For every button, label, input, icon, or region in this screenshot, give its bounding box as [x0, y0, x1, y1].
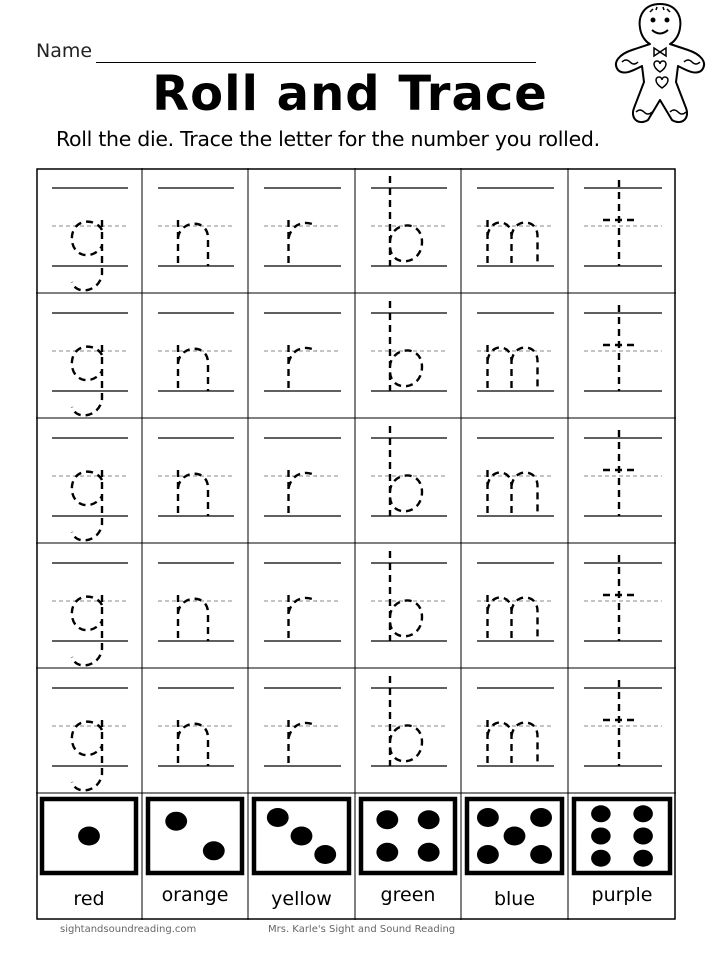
name-line[interactable]	[96, 62, 536, 63]
instructions: Roll the die. Trace the letter for the number you rolled.	[56, 127, 600, 151]
dashed-letter-g[interactable]	[72, 220, 102, 290]
footer-credit: Mrs. Karle's Sight and Sound Reading	[268, 924, 456, 935]
dashed-letter-g[interactable]	[72, 345, 102, 415]
trace-cell-n[interactable]	[158, 563, 234, 641]
die-5	[467, 799, 562, 873]
dashed-letter-r[interactable]	[289, 220, 317, 266]
worksheet-title: Roll and Trace	[152, 66, 548, 122]
die-pip	[477, 845, 499, 864]
trace-cell-b[interactable]	[371, 551, 447, 641]
footer-website: sightandsoundreading.com	[60, 924, 197, 935]
dashed-letter-t[interactable]	[603, 555, 637, 641]
trace-cell-m[interactable]	[477, 313, 554, 391]
die-face	[361, 799, 455, 873]
dashed-letter-t[interactable]	[603, 305, 637, 391]
trace-cell-m[interactable]	[477, 688, 554, 766]
die-pip	[376, 843, 398, 862]
die-pip	[633, 805, 653, 822]
die-pip	[591, 805, 611, 822]
die-pip	[376, 810, 398, 829]
die-pip	[291, 827, 313, 846]
trace-cell-m[interactable]	[477, 188, 554, 266]
color-label-orange: orange	[161, 884, 229, 906]
trace-cell-t[interactable]	[584, 430, 662, 516]
die-pip	[633, 828, 653, 845]
trace-cell-n[interactable]	[158, 688, 234, 766]
color-label-green: green	[380, 884, 436, 906]
die-2	[148, 799, 242, 873]
trace-cell-g[interactable]	[52, 313, 128, 415]
dashed-letter-b[interactable]	[390, 301, 422, 391]
die-pip	[165, 812, 187, 831]
color-label-red: red	[73, 888, 105, 910]
die-pip	[314, 845, 336, 864]
trace-cell-r[interactable]	[264, 313, 341, 391]
die-pip	[477, 808, 499, 827]
die-pip	[267, 808, 289, 827]
dashed-letter-n[interactable]	[178, 220, 208, 266]
dashed-letter-b[interactable]	[390, 676, 422, 766]
trace-cell-t[interactable]	[584, 680, 662, 766]
die-pip	[530, 808, 552, 827]
trace-cell-m[interactable]	[477, 438, 554, 516]
dashed-letter-m[interactable]	[488, 345, 538, 391]
dashed-letter-r[interactable]	[289, 595, 317, 641]
trace-cell-b[interactable]	[371, 676, 447, 766]
name-label: Name	[36, 40, 93, 62]
dashed-letter-t[interactable]	[603, 180, 637, 266]
die-pip	[78, 827, 100, 846]
dashed-letter-m[interactable]	[488, 720, 538, 766]
color-label-yellow: yellow	[271, 888, 332, 910]
dashed-letter-t[interactable]	[603, 430, 637, 516]
dashed-letter-r[interactable]	[289, 470, 317, 516]
die-face	[574, 799, 670, 873]
die-1	[42, 799, 136, 873]
die-pip	[633, 850, 653, 867]
die-face	[148, 799, 242, 873]
dashed-letter-g[interactable]	[72, 470, 102, 540]
dashed-letter-n[interactable]	[178, 595, 208, 641]
dashed-letter-r[interactable]	[289, 345, 317, 391]
trace-cell-g[interactable]	[52, 438, 128, 540]
dashed-letter-m[interactable]	[488, 220, 538, 266]
dashed-letter-n[interactable]	[178, 345, 208, 391]
dashed-letter-m[interactable]	[488, 470, 538, 516]
color-label-purple: purple	[591, 884, 653, 906]
trace-cell-g[interactable]	[52, 188, 128, 290]
dashed-letter-n[interactable]	[178, 720, 208, 766]
dashed-letter-g[interactable]	[72, 595, 102, 665]
color-label-blue: blue	[493, 888, 536, 910]
trace-cell-b[interactable]	[371, 176, 447, 266]
dashed-letter-b[interactable]	[390, 426, 422, 516]
die-4	[361, 799, 455, 873]
dashed-letter-n[interactable]	[178, 470, 208, 516]
dashed-letter-g[interactable]	[72, 720, 102, 790]
trace-cell-r[interactable]	[264, 438, 341, 516]
trace-cell-r[interactable]	[264, 188, 341, 266]
die-pip	[418, 843, 440, 862]
trace-cell-r[interactable]	[264, 688, 341, 766]
gingerbread-man-icon	[604, 0, 716, 140]
trace-cell-n[interactable]	[158, 438, 234, 516]
dashed-letter-m[interactable]	[488, 595, 538, 641]
trace-cell-n[interactable]	[158, 313, 234, 391]
dashed-letter-r[interactable]	[289, 720, 317, 766]
trace-grid	[36, 168, 676, 920]
trace-cell-b[interactable]	[371, 301, 447, 391]
die-pip	[591, 850, 611, 867]
die-6	[574, 799, 670, 873]
trace-cell-m[interactable]	[477, 563, 554, 641]
die-pip	[591, 828, 611, 845]
trace-cell-t[interactable]	[584, 180, 662, 266]
trace-cell-g[interactable]	[52, 563, 128, 665]
dashed-letter-b[interactable]	[390, 176, 422, 266]
die-3	[254, 799, 349, 873]
trace-cell-g[interactable]	[52, 688, 128, 790]
dashed-letter-t[interactable]	[603, 680, 637, 766]
die-pip	[530, 845, 552, 864]
trace-cell-r[interactable]	[264, 563, 341, 641]
trace-cell-n[interactable]	[158, 188, 234, 266]
die-pip	[418, 810, 440, 829]
die-pip	[504, 827, 526, 846]
trace-cell-t[interactable]	[584, 305, 662, 391]
die-pip	[203, 841, 225, 860]
dashed-letter-b[interactable]	[390, 551, 422, 641]
trace-cell-t[interactable]	[584, 555, 662, 641]
trace-cell-b[interactable]	[371, 426, 447, 516]
